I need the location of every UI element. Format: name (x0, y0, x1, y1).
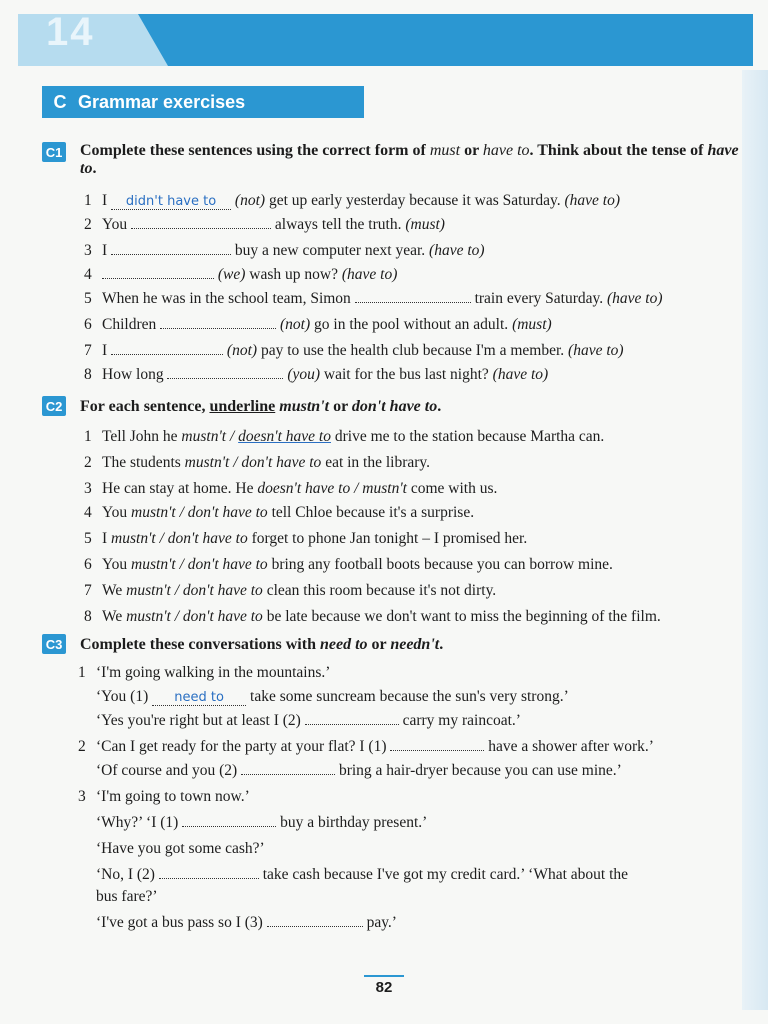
c3-line: ‘No, I (2) take cash because I've got my credit card.’ ‘What about the (96, 866, 629, 883)
answer-field-c1-4[interactable] (102, 266, 214, 279)
option-dont-have-to-2[interactable]: don't have to (241, 454, 322, 471)
c1-item-1: 1 I didn't have to (not) get up early yesterday because it was Saturday. (have to) (84, 192, 620, 209)
c2-item-8: 8 We mustn't / don't have to be late because we don't want to miss the beginning of the film. (84, 608, 661, 625)
option-dont-have-to-1[interactable]: doesn't have to (238, 428, 331, 445)
c3-line: 1 ‘I'm going walking in the mountains.’ (78, 664, 331, 681)
c2-item-1: 1 Tell John he mustn't / doesn't have to drive me to the station because Martha can. (84, 428, 605, 445)
c3-line: ‘You (1) need to take some suncream because the sun's very strong.’ (96, 688, 569, 705)
option-dont-have-to-6[interactable]: don't have to (187, 556, 268, 573)
option-doesnt-have-to-3[interactable]: doesn't have to (257, 480, 351, 497)
c2-item-5: 5 I mustn't / don't have to forget to phone Jan tonight – I promised her. (84, 530, 528, 547)
option-dont-have-to-5[interactable]: don't have to (167, 530, 248, 547)
c1-item-6: 6 Children (not) go in the pool without an adult. (must) (84, 316, 552, 333)
c2-item-6: 6 You mustn't / don't have to bring any football boots because you can borrow mine. (84, 556, 613, 573)
c1-item-7: 7 I (not) pay to use the health club because I'm a member. (have to) (84, 342, 624, 359)
c2-item-4: 4 You mustn't / don't have to tell Chloe because it's a surprise. (84, 504, 475, 521)
answer-field-c1-1[interactable]: didn't have to (111, 194, 231, 210)
exercise-badge-c3: C3 (42, 634, 66, 654)
answer-field-c3-3-1[interactable] (182, 814, 276, 827)
page-number: 82 (364, 975, 404, 996)
c2-item-2: 2 The students mustn't / don't have to eat in the library. (84, 454, 431, 471)
c3-line: 2 ‘Can I get ready for the party at your flat? I (1) have a shower after work.’ (78, 738, 654, 755)
answer-field-c1-5[interactable] (355, 290, 471, 303)
exercise-badge-c2: C2 (42, 396, 66, 416)
answer-field-c1-8[interactable] (167, 366, 283, 379)
answer-field-c1-3[interactable] (111, 242, 231, 255)
answer-field-c3-3-3[interactable] (267, 914, 363, 927)
section-header (42, 86, 364, 118)
c1-item-4: 4 (we) wash up now? (have to) (84, 266, 398, 283)
answer-field-c3-2-1[interactable] (390, 738, 484, 751)
option-mustnt-3[interactable]: mustn't (362, 480, 407, 497)
c2-instruction: For each sentence, underline mustn't or don't have to. (80, 398, 442, 415)
c2-item-3: 3 He can stay at home. He doesn't have to / mustn't come with us. (84, 480, 498, 497)
section-title: Grammar exercises (78, 91, 246, 112)
c3-line: ‘Why?’ ‘I (1) buy a birthday present.’ (96, 814, 428, 831)
answer-field-c3-3-2[interactable] (159, 866, 259, 879)
unit-number: 14 (46, 10, 95, 54)
answer-field-c3-1-1[interactable]: need to (152, 690, 246, 706)
c3-line: ‘Yes you're right but at least I (2) carry my raincoat.’ (96, 712, 521, 729)
answer-field-c3-1-2[interactable] (305, 712, 399, 725)
answer-field-c3-2-2[interactable] (241, 762, 335, 775)
c3-line: ‘Have you got some cash?’ (96, 840, 265, 857)
c3-instruction: Complete these conversations with need to or needn't. (80, 636, 444, 653)
option-mustnt-2[interactable]: mustn't (184, 454, 230, 471)
answer-field-c1-6[interactable] (160, 316, 276, 329)
option-dont-have-to-4[interactable]: don't have to (187, 504, 268, 521)
c1-item-3: 3 I buy a new computer next year. (have to) (84, 242, 485, 259)
option-dont-have-to-7[interactable]: don't have to (182, 582, 263, 599)
c1-item-8: 8 How long (you) wait for the bus last night? (have to) (84, 366, 549, 383)
c1-item-2: 2 You always tell the truth. (must) (84, 216, 445, 233)
c1-item-5: 5 When he was in the school team, Simon train every Saturday. (have to) (84, 290, 663, 307)
option-mustnt-6[interactable]: mustn't (131, 556, 176, 573)
c3-line: ‘Of course and you (2) bring a hair-dryer because you can use mine.’ (96, 762, 622, 779)
answer-field-c1-2[interactable] (131, 216, 271, 229)
option-dont-have-to-8[interactable]: don't have to (182, 608, 263, 625)
section-letter: C (53, 91, 67, 112)
option-mustnt-8[interactable]: mustn't (126, 608, 171, 625)
c3-line: 3 ‘I'm going to town now.’ (78, 788, 250, 805)
c3-line: bus fare?’ (96, 888, 158, 905)
c3-line: ‘I've got a bus pass so I (3) pay.’ (96, 914, 397, 931)
c2-item-7: 7 We mustn't / don't have to clean this room because it's not dirty. (84, 582, 497, 599)
answer-field-c1-7[interactable] (111, 342, 223, 355)
c1-instruction: Complete these sentences using the correct form of must or have to. Think about the tense of have to. (80, 142, 739, 177)
option-mustnt-4[interactable]: mustn't (131, 504, 176, 521)
exercise-badge-c1: C1 (42, 142, 66, 162)
option-mustnt-1[interactable]: mustn't (181, 428, 227, 445)
option-mustnt-5[interactable]: mustn't (111, 530, 156, 547)
option-mustnt-7[interactable]: mustn't (126, 582, 171, 599)
